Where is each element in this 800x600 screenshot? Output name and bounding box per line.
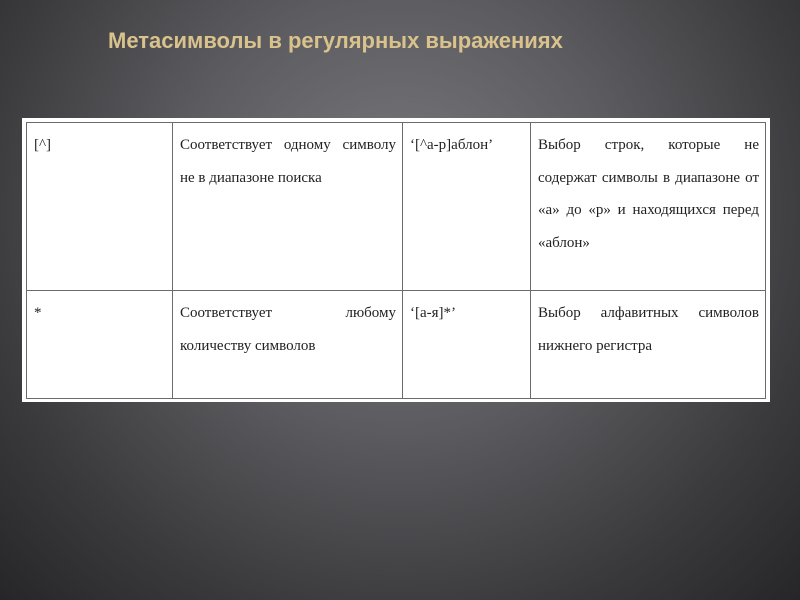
slide-title: Метасимволы в регулярных выражениях — [108, 28, 563, 53]
symbol-cell: * — [27, 291, 173, 399]
result-cell: Выбор алфавитных символов нижнего регистра — [531, 291, 766, 399]
example-cell: ‘[а-я]*’ — [403, 291, 531, 399]
description-cell: Соответствует любому количеству символов — [173, 291, 403, 399]
description-cell: Соответствует одному символу не в диапазоне поиска — [173, 123, 403, 291]
example-cell: ‘[^а-р]аблон’ — [403, 123, 531, 291]
result-cell: Выбор строк, которые не содержат символы в диапазоне от «а» до «р» и находящихся перед «аблон» — [531, 123, 766, 291]
metacharacters-table — [22, 118, 770, 402]
symbol-cell: [^] — [27, 123, 173, 291]
table-row — [27, 291, 766, 399]
table — [26, 122, 766, 399]
table-row — [27, 123, 766, 291]
